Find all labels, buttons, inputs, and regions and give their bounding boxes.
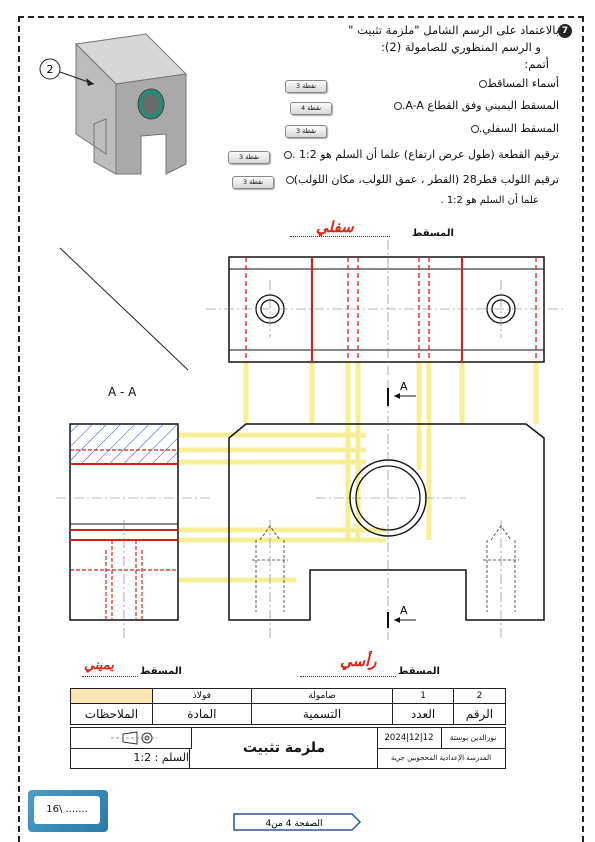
page-indicator (232, 812, 362, 832)
bullet-icon (286, 176, 294, 184)
points-badge: 3 نقطة (228, 151, 270, 164)
projection-symbol-icon (71, 728, 191, 748)
bottom-view-label: المسقط (412, 228, 454, 239)
table-header-row (71, 704, 506, 725)
intro-text (219, 22, 559, 73)
table-row (71, 689, 506, 704)
callout-number: 2 (46, 63, 54, 76)
task-item (278, 147, 559, 163)
header-num: الرقم (453, 704, 505, 725)
task-text: المسقط السفلي. (478, 122, 559, 135)
score-box (28, 790, 108, 832)
side-view-answer: يميني (84, 658, 114, 673)
technical-drawing (36, 240, 576, 660)
bottom-view-answer: سفلي (316, 218, 354, 236)
cell-num: 2 (453, 689, 505, 704)
task-item (280, 172, 559, 188)
bottom-view-underline (290, 236, 390, 237)
cut-letter-top: A (400, 380, 408, 393)
task-text: ترقيم القطعة (طول عرض ارتفاع) علما أن السلم هو 1:2 . (292, 148, 559, 161)
task-item (388, 98, 559, 114)
scale-cell: السلم : 1:2 (71, 748, 190, 768)
page-number: الصفحة 4 من4 (265, 819, 323, 829)
school-cell: المدرسة الإعدادية المحجوبين جرية (390, 754, 492, 762)
intro-line-3: أتمم: (524, 57, 549, 71)
task-item (465, 121, 559, 137)
front-view-outline (229, 424, 544, 620)
section-label: A - A (108, 385, 137, 399)
points-badge: 3 نقطة (285, 80, 327, 93)
task-text: ترقيم اللولب قطر28 (القطر ، عمق اللولب، مكان اللولب) (293, 173, 559, 186)
side-view-label: المسقط (140, 666, 182, 677)
points-badge: 4 نقطة (290, 102, 332, 115)
bullet-icon (479, 80, 487, 88)
cell-notes (71, 689, 153, 704)
front-view-answer: رأسي (340, 652, 377, 670)
symbol-cell (71, 728, 192, 749)
task-text: أسماء المساقط (486, 77, 559, 90)
intro-line-1: بالاعتماد على الرسم الشامل "ملزمة تثبيت " (348, 23, 559, 37)
score-text: 16\ ....... (34, 796, 100, 824)
cell-material: فولاذ (152, 689, 251, 704)
parts-list (70, 688, 506, 725)
front-view-underline (300, 676, 396, 677)
header-notes: الملاحظات (71, 704, 153, 725)
front-view-label: المسقط (398, 666, 440, 677)
cell-count: 1 (393, 689, 454, 704)
title-block (70, 727, 506, 769)
task-note: علما أن السلم هو 1:2 . (440, 195, 539, 206)
projection-lines (178, 362, 536, 580)
question-number: 7 (558, 24, 572, 38)
cut-letter-bottom: A (400, 604, 408, 617)
author-cell: نورالدين بوستة (441, 728, 505, 749)
bullet-icon (284, 151, 292, 159)
header-material: المادة (152, 704, 251, 725)
intro-line-2: و الرسم المنظوري للصامولة (2): (380, 40, 541, 54)
points-badge: 3 نقطة (232, 176, 274, 189)
header-count: العدد (393, 704, 454, 725)
miter-line (60, 248, 188, 370)
cell-name: صامولة (251, 689, 392, 704)
task-item (473, 76, 559, 92)
perspective-drawing (36, 24, 216, 194)
task-text: المسقط اليميني وفق القطاع A-A. (401, 99, 559, 112)
bullet-icon (394, 102, 402, 110)
bottom-view-outline (229, 257, 544, 362)
date-cell: 2024|12|12 (377, 728, 442, 749)
side-view-underline (82, 676, 138, 677)
header-name: التسمية (251, 704, 392, 725)
points-badge: 3 نقطة (285, 125, 327, 138)
drawing-title: ملزمة تثبيت (191, 728, 378, 768)
bullet-icon (471, 125, 479, 133)
